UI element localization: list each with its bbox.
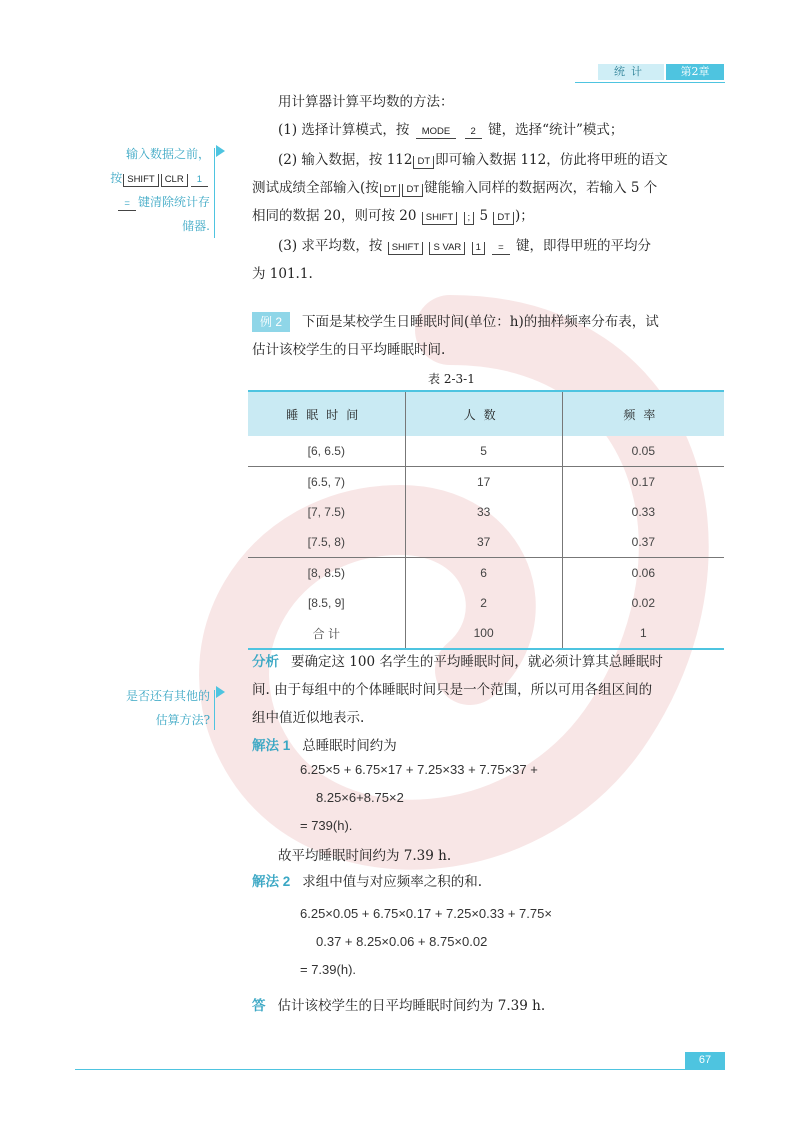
cell-frequency: 0.06 [562,558,724,589]
example-tag: 例 2 [252,312,290,332]
side-note-1-line4: 储器. [182,219,210,233]
step3-prefix: (3) 求平均数，按 [278,238,383,254]
answer-text: 估计该校学生的日平均睡眠时间约为 7.39 h. [277,998,546,1014]
solution1-conclusion: 故平均睡眠时间约为 7.39 h. [278,848,452,864]
calculator-step1 [252,116,753,144]
calculator-step2-line3 [252,202,727,230]
side-note-clear-memory [82,142,210,238]
one-key: 1 [191,174,208,187]
cell-frequency: 0.33 [562,497,724,527]
calculator-step2-line2 [252,174,727,202]
chapter-title-tag: 统计 [598,64,664,80]
cell-count: 17 [405,467,562,498]
solution2-text: 求组中值与对应频率之积的和. [302,874,483,890]
step3-suffix: 键，即得甲班的平均分 [516,238,652,254]
cell-interval: [8, 8.5) [248,558,405,589]
dt-key: DT [493,212,514,225]
dt-key: DT [402,184,423,197]
table-row [248,558,724,589]
shift-key: SHIFT [123,174,158,187]
cell-frequency: 0.05 [562,436,724,467]
answer-label: 答 [252,998,266,1013]
side-note-1-press: 按 [110,171,123,185]
table-caption: 表 2-3-1 [428,372,475,386]
dt-key: DT [380,184,401,197]
cell-count: 5 [405,436,562,467]
solution2-formula-3: = 7.39(h). [300,962,357,977]
step2-prefix: (2) 输入数据，按 112 [278,152,413,168]
cell-total-frequency: 1 [562,618,724,649]
footer-rule [75,1069,725,1070]
side-note-1-suffix: 键清除统计存 [137,195,210,209]
solution1-text: 总睡眠时间约为 [302,738,397,754]
solution2-formula-1: 6.25×0.05 + 6.75×0.17 + 7.25×0.33 + 7.75× [300,906,552,921]
side-note-1-line3 [82,190,210,214]
answer-line [252,992,727,1020]
cell-interval: [6, 6.5) [307,444,345,458]
cell-count: 2 [405,588,562,618]
solution1-formula-1: 6.25×5 + 6.75×17 + 7.25×33 + 7.75×37 + [300,762,538,777]
svar-key: S VAR [429,242,465,255]
side-note-1-bracket [214,148,215,238]
step2-line2-suffix: 键能输入同样的数据两次，若输入 5 个 [424,180,658,196]
dt-key: DT [413,156,434,169]
side-note-2-bracket [214,690,215,730]
step2-line3-prefix: 相同的数据 20，则可按 20 [252,208,417,224]
side-note-2-arrow-icon [216,686,225,698]
side-note-2-line2: 估算方法? [155,713,210,727]
header-count: 人数 [405,391,562,436]
mode-key: MODE [416,126,457,139]
equals-key: = [492,242,510,255]
cell-interval: [8.5, 9] [307,596,345,610]
equals-key: = [118,198,136,211]
calculator-step3-line1 [252,232,753,260]
side-note-2-line1: 是否还有其他的 [125,689,210,703]
table-row [248,527,724,558]
header-sleep-time: 睡眠时间 [248,391,405,436]
cell-frequency: 0.37 [562,527,724,558]
shift-key: SHIFT [422,212,457,225]
shift-key: SHIFT [388,242,423,255]
cell-interval: [6.5, 7) [248,467,405,498]
analysis-line1 [252,648,727,676]
one-key: 1 [472,242,485,255]
cell-total-count: 100 [405,618,562,649]
solution1-formula-3: = 739(h). [300,818,353,833]
analysis-line3: 组中值近似地表示. [252,710,365,726]
solution2-line [252,868,727,896]
side-note-1-line2 [82,166,210,190]
table-row [248,436,724,467]
table-row [248,588,724,618]
semicolon-key: ; [464,212,475,225]
table-row [248,497,724,527]
solution2-formula-2: 0.37 + 8.25×0.06 + 8.75×0.02 [316,934,488,949]
example-line1 [252,308,727,336]
cell-frequency: 0.17 [562,467,724,498]
step2-line2-prefix: 测试成绩全部输入(按 [252,180,379,196]
frequency-table [248,390,724,650]
cell-frequency: 0.02 [562,588,724,618]
calculator-step3-line2: 为 101.1. [252,266,313,282]
step2-suffix: 即可输入数据 112，仿此将甲班的语文 [435,152,668,168]
calculator-step2-line1 [252,146,753,174]
number-five: 5 [479,208,489,224]
analysis-label: 分析 [252,654,279,669]
header-rule [575,82,725,83]
solution2-label: 解法 2 [252,874,291,889]
solution1-label: 解法 1 [252,738,291,753]
side-note-other-methods [82,684,210,732]
table-header-row [248,391,724,436]
cell-count: 37 [405,527,562,558]
cell-count: 33 [405,497,562,527]
step1-prefix: (1) 选择计算模式，按 [278,122,410,138]
example-line2: 估计该校学生的日平均睡眠时间. [252,342,446,358]
header-frequency: 频率 [562,391,724,436]
example-text-1: 下面是某校学生日睡眠时间(单位：h)的抽样频率分布表，试 [302,314,659,330]
step2-line3-suffix: )； [515,208,534,224]
chapter-number-tag: 第2章 [666,64,724,80]
table-row-total [248,618,724,649]
side-note-1-arrow-icon [216,145,225,157]
clr-key: CLR [161,174,188,187]
calculator-title: 用计算器计算平均数的方法： [278,94,454,110]
cell-count: 6 [405,558,562,589]
side-note-1-line1: 输入数据之前， [125,147,210,161]
analysis-line2: 间. 由于每组中的个体睡眠时间只是一个范围，所以可用各组区间的 [252,682,653,698]
two-key: 2 [465,126,482,139]
analysis-text-1: 要确定这 100 名学生的平均睡眠时间，就必须计算其总睡眠时 [291,654,663,670]
cell-interval: [7.5, 8) [307,535,345,549]
table-row [248,467,724,498]
cell-interval: [7, 7.5) [307,505,345,519]
solution1-formula-2: 8.25×6+8.75×2 [316,790,404,805]
page-number: 67 [685,1052,725,1069]
solution1-line [252,732,727,760]
cell-total-label: 合 计 [248,618,405,649]
step1-suffix: 键，选择“统计”模式； [488,122,624,138]
